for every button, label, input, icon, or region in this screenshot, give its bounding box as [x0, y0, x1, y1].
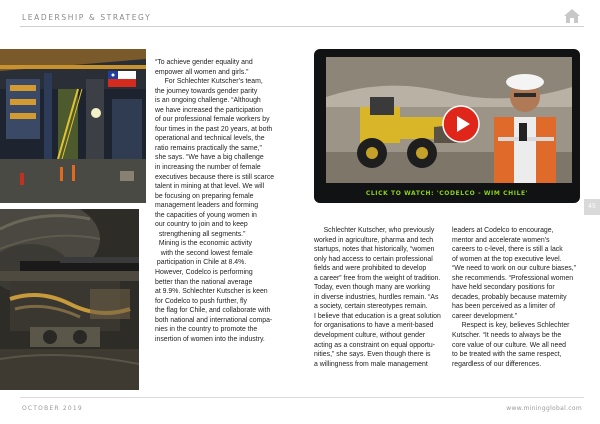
- text-line: has been perceived as a limiter of: [452, 303, 556, 311]
- text-line: the capacities of young women in: [155, 211, 257, 219]
- text-line: four times in the past 20 years, at both: [155, 125, 273, 133]
- footer-website-link[interactable]: www.miningglobal.com: [506, 405, 582, 412]
- text-line: acting as a constraint on equal opportu-: [314, 341, 436, 349]
- page-number-tab: [584, 199, 600, 215]
- text-line: operational and technical levels, the: [155, 135, 265, 143]
- video-caption[interactable]: CLICK TO WATCH: 'CODELCO - WIM CHILE': [365, 190, 529, 197]
- mine-interior-photo: [0, 49, 146, 203]
- text-line: executives because there is still scarce: [155, 173, 275, 181]
- text-line: a willingness from male management: [314, 360, 428, 368]
- video-player[interactable]: [314, 49, 580, 203]
- text-line: insertion of women into the industry.: [155, 335, 265, 343]
- text-line: career development.”: [452, 312, 518, 320]
- text-line: better than the national average: [155, 278, 253, 286]
- text-line: is an ongoing challenge. “Although: [155, 97, 261, 105]
- text-line: regardless of our differences.: [452, 360, 542, 368]
- text-line: Respect is key, believes Schlechter: [452, 322, 570, 330]
- text-line: the flag for Chile, and collaborate with: [155, 307, 271, 315]
- text-line: of our professional female workers by: [155, 116, 270, 124]
- text-column-3: [452, 226, 576, 369]
- text-line: For Schlechter Kutscher’s team,: [155, 78, 263, 86]
- text-line: for Codelco to push further, fly: [155, 297, 247, 305]
- text-line: startups, notes that historically, “women: [314, 246, 435, 254]
- text-line: nies in the country to promote the: [155, 326, 258, 334]
- text-line: Today, even though many are working: [314, 284, 430, 292]
- text-line: our country to join and to keep: [155, 221, 248, 229]
- text-line: fields and were prohibited to develop: [314, 265, 427, 273]
- text-line: a society, certain stereotypes remain.: [314, 303, 428, 311]
- photo-marker: 4 4: [6, 203, 14, 209]
- text-line: both national and international compa-: [155, 316, 273, 324]
- underground-drill-photo: [0, 209, 139, 390]
- text-line: “We need to work on our culture biases,”: [452, 265, 576, 273]
- footer-date: OCTOBER 2019: [22, 405, 83, 412]
- text-line: However, Codelco is performing: [155, 269, 253, 277]
- text-line: leaders at Codelco to encourage,: [452, 227, 554, 234]
- text-line: with the second lowest female: [155, 249, 253, 257]
- text-line: Mining is the economic activity: [155, 240, 252, 248]
- text-line: a career” free from the weight of tradition.: [314, 274, 441, 282]
- text-line: in increasing the number of female: [155, 164, 261, 172]
- text-line: nities,” she says. Even though there is: [314, 351, 431, 359]
- text-line: she recommends. “Professional women: [452, 274, 574, 282]
- text-line: we have increased the participation: [155, 106, 264, 114]
- play-icon[interactable]: [442, 105, 480, 143]
- text-line: empower all women and girls.”: [155, 68, 249, 76]
- text-column-1: [155, 58, 274, 344]
- text-line: the journey towards gender parity: [155, 87, 258, 95]
- header-rule: [20, 26, 584, 27]
- text-line: in diverse industries, hurdles remain. “As: [314, 293, 439, 301]
- text-column-2: [314, 226, 441, 369]
- text-line: management leaders and forming: [155, 202, 259, 210]
- text-line: have held secondary positions for: [452, 284, 555, 292]
- text-line: be focusing on preparing female: [155, 192, 254, 200]
- text-line: only had access to certain professional: [314, 255, 433, 263]
- text-line: at 9.9%. Schlechter Kutscher is keen: [155, 288, 268, 296]
- text-line: mentor and accelerate women’s: [452, 236, 550, 244]
- text-line: development culture, without gender: [314, 332, 426, 340]
- text-line: strengthening all segments.”: [155, 230, 246, 238]
- text-line: Schlechter Kutscher, who previously: [314, 227, 435, 234]
- text-line: to be treated with the same respect,: [452, 351, 562, 359]
- text-line: she says. “We have a big challenge: [155, 154, 264, 162]
- text-line: of women at the top executive level.: [452, 255, 562, 263]
- page-number: 45: [588, 203, 596, 210]
- footer-rule: [20, 397, 584, 398]
- text-line: core value of our culture. We all need: [452, 341, 567, 349]
- section-label: LEADERSHIP & STRATEGY: [22, 13, 152, 22]
- text-line: talent in mining at that level. We will: [155, 183, 265, 191]
- home-icon[interactable]: [563, 8, 581, 24]
- text-line: I believe that education is a great solution: [314, 312, 441, 320]
- text-line: ratio remains practically the same,”: [155, 144, 262, 152]
- text-line: participation in Chile at 8.4%.: [155, 259, 247, 267]
- text-line: worked in agriculture, pharma and tech: [314, 236, 434, 244]
- text-line: careers to c-level, there is still a lack: [452, 246, 563, 254]
- text-line: decades, probably because maternity: [452, 293, 567, 301]
- text-line: Kutscher. “It needs to always be the: [452, 332, 562, 340]
- text-line: for organisations to have a merit-based: [314, 322, 434, 330]
- text-line: “To achieve gender equality and: [155, 59, 253, 66]
